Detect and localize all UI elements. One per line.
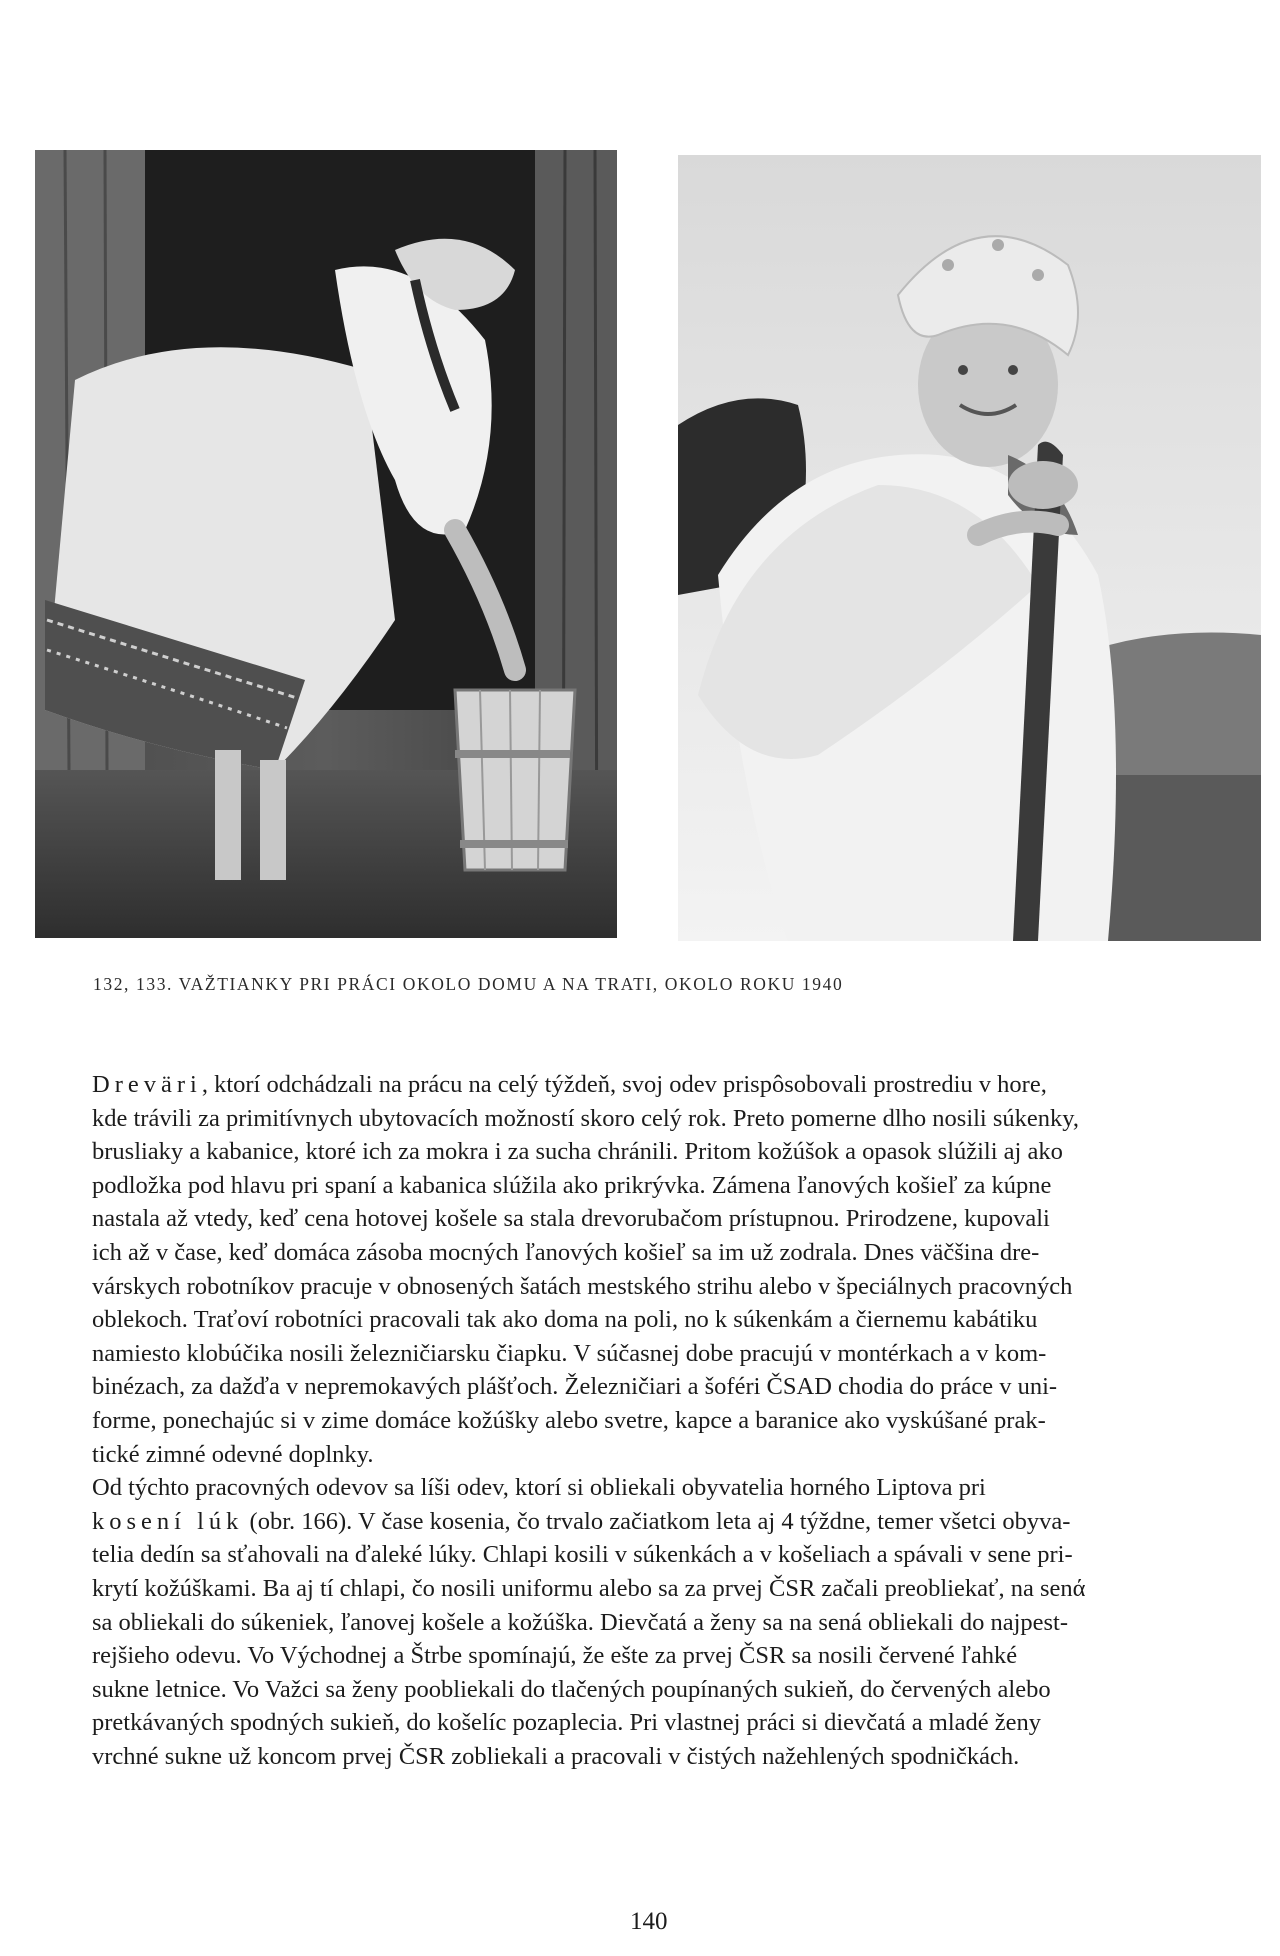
photo-woman-headscarf	[678, 155, 1261, 941]
paragraph-1-line: tické zimné odevné doplnky.	[92, 1440, 374, 1468]
paragraph-1-line: brusliaky a kabanice, ktoré ich za mokra i za sucha chránili. Pritom kožúšok a opasok slúžili aj ako	[92, 1138, 1063, 1166]
paragraph-1-line: kde trávili za primitívnych ubytovacích možností skoro celý rok. Preto pomerne dlho nosili súkenky,	[92, 1104, 1080, 1132]
paragraph-1-line: várskych robotníkov pracuje v obnosených šatách mestského strihu alebo v špeciálnych pracovných	[92, 1272, 1073, 1300]
paragraph-2-line-1	[92, 1471, 1280, 1505]
page-number: 140	[630, 1908, 668, 1935]
paragraph-1-line: nastala až vtedy, keď cena hotovej košele sa stala drevorubačom prístupnou. Prirodzene, kupovali	[92, 1205, 1050, 1233]
article-body	[92, 1068, 1280, 1773]
lead-term-drevari: Dreväri	[92, 1071, 202, 1098]
photo-woman-bucket	[35, 150, 617, 938]
paragraph-1-line: oblekoch. Traťoví robotníci pracovali tak ako doma na poli, no k súkenkám a čiernemu kabátiku	[92, 1306, 1038, 1334]
text-fragment: , ktorí odchádzali na prácu na celý týždeň, svoj odev prispôsobovali prostrediu v hore,	[201, 1071, 1047, 1098]
photo-woman-bucket-image	[35, 150, 617, 938]
paragraph-2-line: telia dedín sa sťahovali na ďaleké lúky. Chlapi kosili v súkenkách a v košeliach a spávali v sene pri-	[92, 1541, 1073, 1569]
paragraph-2-line: pretkávaných spodných sukieň, do košelíc pozaplecia. Pri vlastnej práci si dievčatá a mladé ženy	[92, 1709, 1042, 1737]
paragraph-1-line: namiesto klobúčika nosili železničiarsku čiapku. V súčasnej dobe pracujú v montérkach a v kom-	[92, 1339, 1047, 1367]
text-fragment: Od týchto pracovných odevov sa líši odev, ktorí si obliekali obyvatelia horného Liptova pri	[92, 1474, 986, 1502]
paragraph-1-line: binézach, za dažďa v nepremokavých plášťoch. Železničiari a šoféri ČSAD chodia do práce v uni-	[92, 1373, 1058, 1401]
paragraph-1-line: forme, ponechajúc si v zime domáce kožúšky alebo svetre, kapce a baranice ako vyskúšané prak-	[92, 1406, 1046, 1434]
figure-caption: 132, 133. VAŽTIANKY PRI PRÁCI OKOLO DOMU A NA TRATI, OKOLO ROKU 1940	[93, 974, 844, 994]
photo-woman-headscarf-image	[678, 155, 1261, 941]
paragraph-1-line: podložka pod hlavu pri spaní a kabanica slúžila ako prikrývka. Zámena ľanových košieľ za kúpne	[92, 1171, 1052, 1199]
paragraph-2-line-2	[92, 1505, 1280, 1539]
paragraph-2-line: vrchné sukne už koncom prvej ČSR zobliekali a pracovali v čistých nažehlených spodničkách.	[92, 1742, 1020, 1770]
lead-term-koseni-luk: kosení lúk	[92, 1507, 244, 1535]
paragraph-2-line: sa obliekali do súkeniek, ľanovej košele a kožúška. Dievčatá a ženy sa na sená obliekali do najpest-	[92, 1608, 1069, 1636]
paragraph-2-line: sukne letnice. Vo Važci sa ženy poobliekali do tlačených poupínaných sukieň, do červených alebo	[92, 1675, 1051, 1703]
paragraph-1-line-1	[92, 1068, 1280, 1102]
paragraph-2-line: krytí kožúškami. Ba aj tí chlapi, čo nosili uniformu alebo sa za prvej ČSR začali preobliekať, na senά	[92, 1574, 1086, 1602]
paragraph-2-line: rejšieho odevu. Vo Východnej a Štrbe spomínajú, že ešte za prvej ČSR sa nosili červené ľahké	[92, 1642, 1018, 1670]
paragraph-1-line: ich až v čase, keď domáca zásoba mocných ľanových košieľ sa im už zodrala. Dnes väčšina dre-	[92, 1238, 1040, 1266]
text-fragment: (obr. 166). V čase kosenia, čo trvalo začiatkom leta aj 4 týždne, temer všetci obyva-	[243, 1507, 1071, 1535]
